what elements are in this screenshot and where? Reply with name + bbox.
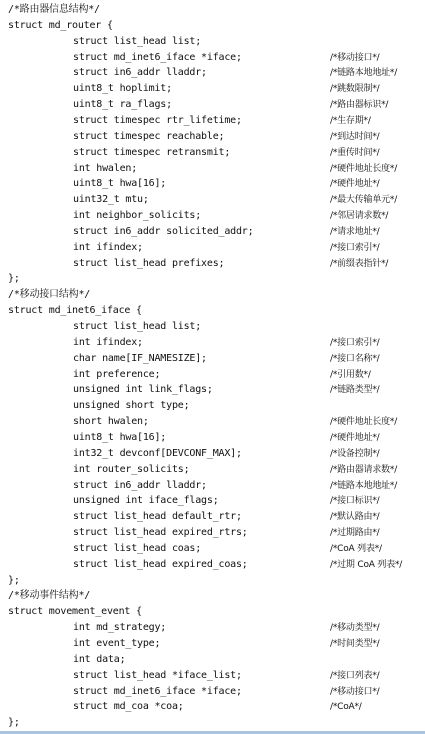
code-line [0,382,425,398]
code-line [0,509,425,525]
code-text: uint8_t hwa[16]; [73,431,167,443]
code-comment: /*路由器标识*/ [330,100,389,111]
code-line [0,287,425,303]
code-line [0,271,425,287]
code-text: int ifindex; [73,336,143,348]
code-line [0,176,425,192]
code-text: struct timespec reachable; [73,130,225,142]
code-line [0,367,425,383]
code-line [0,604,425,620]
code-line [0,303,425,319]
code-text: uint8_t ra_flags; [73,99,172,111]
code-comment: /*移动类型*/ [330,623,380,634]
code-comment: /*过期路由*/ [330,528,380,539]
code-comment: /*过期 CoA 列表*/ [330,559,403,570]
code-text: }; [8,574,20,586]
code-line [0,462,425,478]
code-text: int md_strategy; [73,622,167,634]
code-comment: /*路由器请求数*/ [330,464,398,475]
code-comment: /*重传时间*/ [330,147,380,158]
code-line [0,398,425,414]
code-comment: /*时间类型*/ [330,639,380,649]
code-comment: /*移动接口*/ [330,686,380,697]
code-text: uint32_t mtu; [73,194,149,206]
code-text: struct list_head expired_rtrs; [73,527,248,539]
code-line [0,588,425,604]
code-comment: /*硬件地址*/ [330,432,380,443]
code-text: struct movement_event { [8,606,142,618]
code-comment: /*前缀表指针*/ [330,258,389,269]
code-line [0,81,425,97]
code-comment: /*到达时间*/ [330,131,380,142]
code-text: int data; [73,653,126,665]
code-comment: /*CoA*/ [330,702,362,713]
code-text: unsigned short type; [73,400,190,412]
code-text: unsigned int iface_flags; [73,495,219,507]
code-line [0,620,425,636]
code-text: char name[IF_NAMESIZE]; [73,352,207,364]
code-comment: /*CoA 列表*/ [330,543,382,554]
code-text: uint8_t hwa[16]; [73,178,167,190]
code-text: /*移动接口结构*/ [8,289,91,301]
code-text: int preference; [73,368,161,380]
code-line [0,2,425,18]
code-text: struct list_head expired_coas; [73,558,248,570]
code-text: struct list_head *iface_list; [73,669,242,681]
code-line [0,684,425,700]
code-text: }; [8,273,20,285]
code-text: struct md_router { [8,19,113,31]
code-text: struct in6_addr lladdr; [73,479,207,491]
code-comment: /*跳数限制*/ [330,84,380,95]
code-comment: /*链路类型*/ [330,385,380,396]
code-comment: /*邻居请求数*/ [330,211,389,222]
code-text: /*路由器信息结构*/ [8,4,100,15]
code-line [0,636,425,652]
code-line [0,129,425,145]
code-text: int32_t devconf[DEVCONF_MAX]; [73,447,242,459]
code-text: struct in6_addr lladdr; [73,67,207,79]
code-text: struct timespec rtr_lifetime; [73,114,242,126]
code-comment: /*硬件地址*/ [330,179,380,190]
code-text: struct md_inet6_iface { [8,305,142,317]
code-line [0,145,425,161]
code-comment: /*生存期*/ [330,115,371,126]
code-text: struct in6_addr solicited_addr; [73,225,254,237]
code-text: struct list_head coas; [73,542,202,554]
code-text: struct md_inet6_iface *iface; [73,685,242,697]
code-line [0,208,425,224]
code-line [0,525,425,541]
code-line [0,97,425,113]
code-comment: /*接口索引*/ [330,337,380,348]
code-line [0,446,425,462]
code-text: int ifindex; [73,241,143,253]
code-text: int neighbor_solicits; [73,210,202,222]
code-line [0,240,425,256]
code-text: struct list_head list; [73,35,202,47]
code-comment: /*接口列表*/ [330,670,380,681]
code-text: struct list_head list; [73,321,202,332]
code-text: int router_solicits; [73,463,190,475]
code-text: struct timespec retransmit; [73,146,231,158]
code-line [0,319,425,335]
code-line [0,699,425,715]
code-comment: /*接口索引*/ [330,242,380,253]
code-text: int hwalen; [73,162,138,174]
code-comment: /*接口标识*/ [330,496,380,507]
code-line [0,161,425,177]
code-line [0,224,425,240]
code-line [0,65,425,81]
code-text: unsigned int link_flags; [73,384,213,396]
code-comment: /*默认路由*/ [330,512,380,523]
code-line [0,430,425,446]
code-line [0,668,425,684]
code-text: struct list_head prefixes; [73,257,225,269]
code-line [0,34,425,50]
code-comment: /*硬件地址长度*/ [330,163,398,174]
code-line [0,335,425,351]
code-line [0,50,425,66]
code-text: struct md_coa *coa; [73,701,184,713]
code-comment: /*引用数*/ [330,369,371,380]
code-line [0,493,425,509]
code-line [0,18,425,34]
code-comment: /*最大传输单元*/ [330,195,398,206]
code-line [0,351,425,367]
code-line [0,256,425,272]
code-text: int event_type; [73,638,161,649]
code-line [0,192,425,208]
code-line [0,414,425,430]
code-text: uint8_t hoplimit; [73,83,172,95]
code-comment: /*设备控制*/ [330,448,380,459]
code-comment: /*硬件地址长度*/ [330,417,398,428]
code-line [0,715,425,731]
code-comment: /*链路本地地址*/ [330,68,398,79]
code-text: /*移动事件结构*/ [8,590,91,602]
code-text: }; [8,717,20,729]
code-line [0,652,425,668]
code-line [0,113,425,129]
code-comment: /*接口名称*/ [330,353,380,364]
code-text: short hwalen; [73,416,149,428]
code-line [0,573,425,589]
code-text: struct list_head default_rtr; [73,511,242,523]
code-line [0,541,425,557]
code-comment: /*移动接口*/ [330,52,380,63]
code-comment: /*请求地址*/ [330,226,380,237]
code-line [0,478,425,494]
code-comment: /*链路本地地址*/ [330,480,398,491]
code-text: struct md_inet6_iface *iface; [73,51,242,63]
code-line [0,557,425,573]
